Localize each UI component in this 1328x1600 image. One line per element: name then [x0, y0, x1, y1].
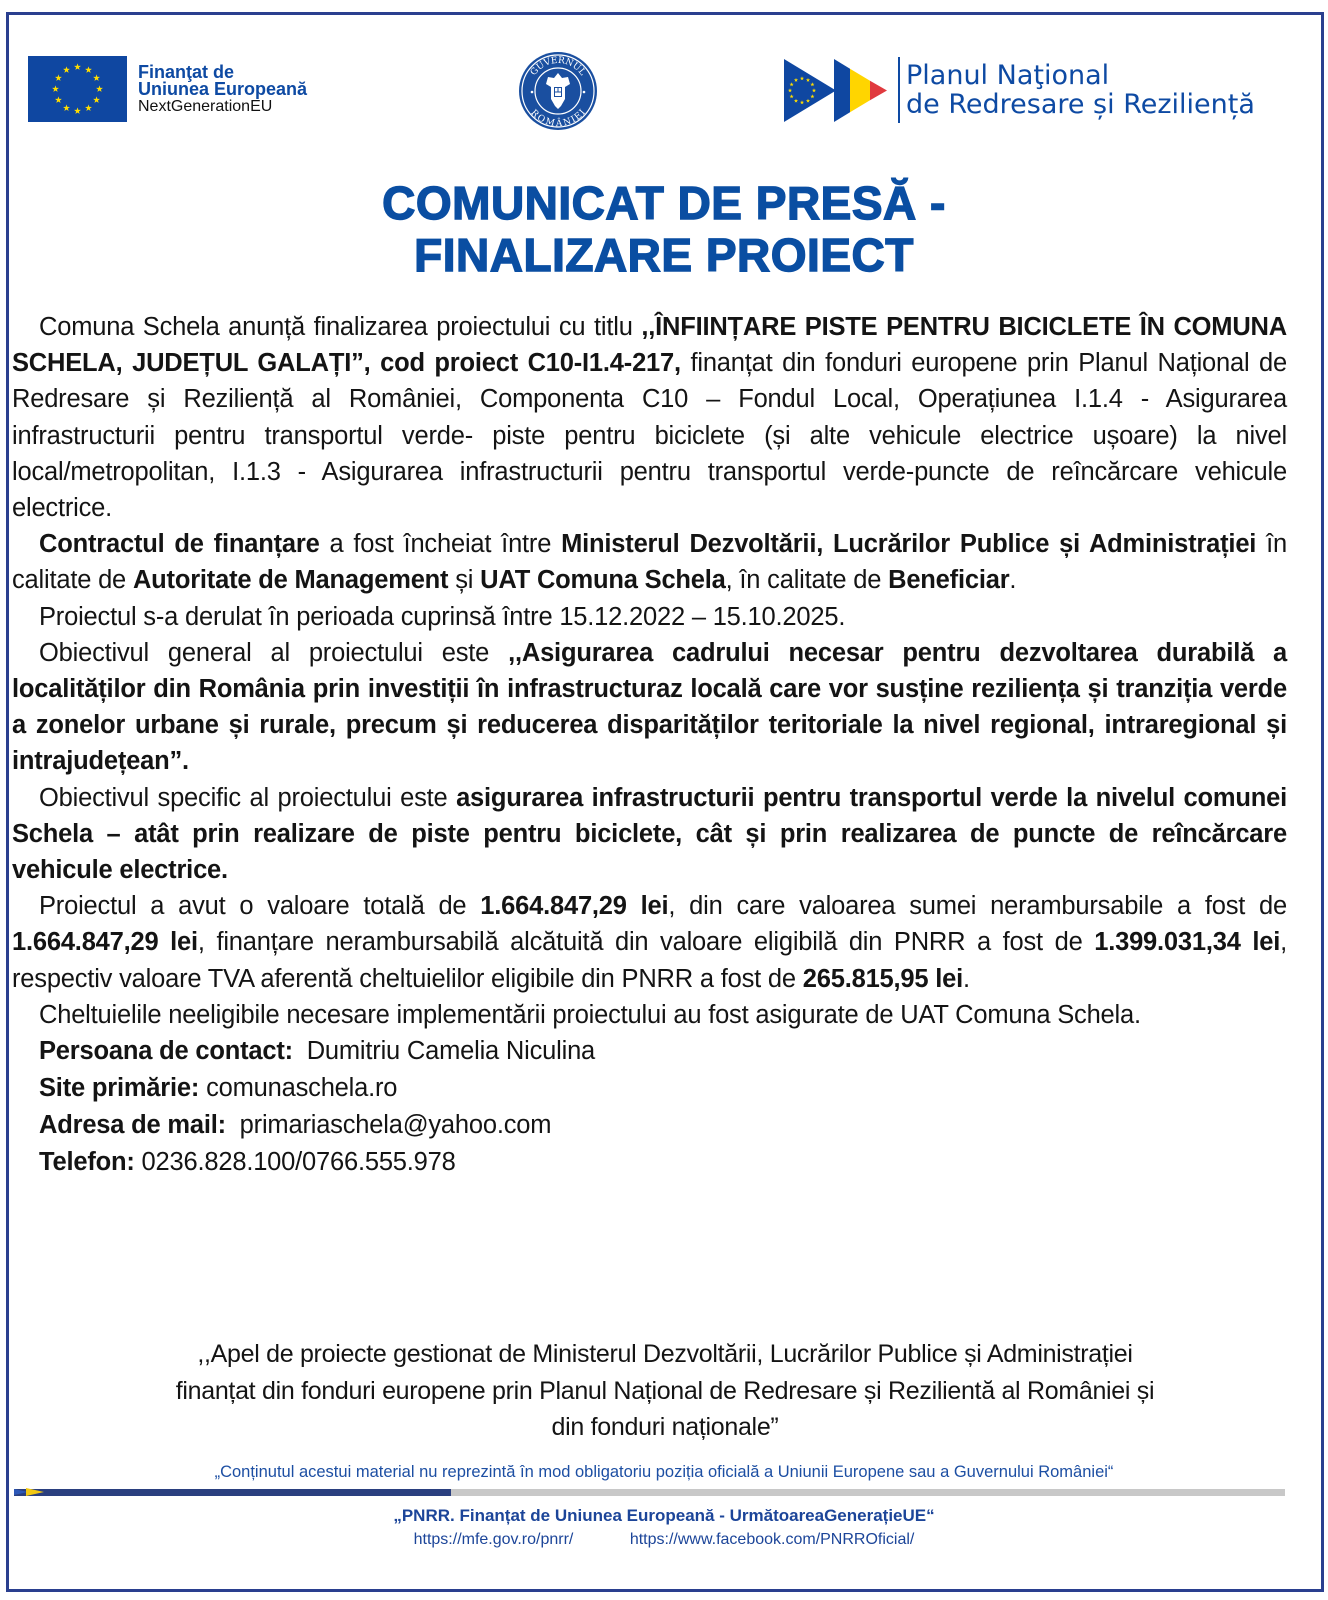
contact-site [39, 1070, 1287, 1107]
romanian-government-seal-icon [518, 51, 598, 131]
star-icon [85, 66, 92, 73]
press-release-body [12, 309, 1287, 1181]
contact-site-link[interactable]: comunaschela.ro [199, 1074, 398, 1103]
apel-line1: ,,Apel de proiecte gestionat de Ministerul Dezvoltării, Lucrărilor Publice și Administrației [197, 1340, 1133, 1368]
star-icon [96, 85, 103, 92]
text: , în calitate de [725, 566, 889, 595]
eu-logo-line1: Finanţat de [138, 61, 235, 82]
paragraph-project-value [12, 888, 1287, 997]
page-title-line2: FINALIZARE PROIECT [414, 229, 914, 281]
footer-divider-blue [14, 1489, 451, 1496]
bold-text: Autoritate de Management [132, 566, 449, 595]
text: , respectiv valoare TVA aferentă cheltuielilor eligibile din PNRR a fost de [12, 928, 1288, 993]
text: Comuna Schela anunță finalizarea proiectului cu titlu [39, 313, 642, 341]
call-for-projects-note [40, 1336, 1290, 1446]
paragraph-general-objective [12, 635, 1287, 780]
text: , din care valoarea sumei nerambursabile a fost de [668, 892, 1287, 921]
text: Proiectul s-a derulat în perioada cuprinsă între 15.12.2022 – 15.10.2025. [39, 602, 846, 631]
bold-text: asigurarea infrastructurii pentru transportul verde la nivelul comunei Schela – atât prin realizare de piste pentru biciclete, cât și prin realizarea de puncte de reîncărcare vehicule electrice. [12, 783, 1287, 885]
bold-text: Contractul de finanțare [39, 530, 320, 559]
star-icon [63, 66, 70, 73]
text: . [1009, 566, 1017, 595]
facebook-pnrr-link[interactable]: https://www.facebook.com/PNRROficial/ [629, 1531, 915, 1548]
paragraph-specific-objective [12, 780, 1287, 889]
text: . [963, 964, 970, 993]
contact-person-value: Dumitriu Camelia Niculina [292, 1037, 596, 1066]
page-title [0, 177, 1328, 281]
star-icon [74, 107, 81, 114]
star-icon [93, 74, 100, 81]
bold-text: Ministerul Dezvoltării, Lucrărilor Publice și Administrației [561, 530, 1257, 559]
paragraph-ineligible-costs [12, 997, 1287, 1033]
contact-email-label: Adresa de mail: [39, 1111, 226, 1140]
contact-phone-value: 0236.828.100/0766.555.978 [134, 1148, 456, 1177]
non-reimbursable-value: 1.664.847,29 lei [12, 928, 198, 957]
disclaimer: „Conținutul acestui material nu reprezintă în mod obligatoriu poziția oficială a Uniunii Europene sau a Guvernului României“ [214, 1463, 1114, 1481]
contact-person [39, 1033, 1287, 1070]
star-icon [55, 96, 62, 103]
seal-bottom-text: ROMÂNIEI [528, 107, 588, 130]
text: finanțat din fonduri europene prin Planul Național de Redresare și Reziliență al României, Componenta C10 – Fondul Local, Operațiunea I.1.4 - Asigurarea infrastructurii pentru transportul verde- piste pentru biciclete (și alte vehicule electrice ușoare) la nivel local/metropolitan, I.1.3 - Asigurarea infrastructurii pentru transportul verde-puncte de reîncărcare vehicule electrice. [12, 349, 1287, 523]
contact-email-link[interactable]: primariaschela@yahoo.com [225, 1111, 552, 1140]
star-icon [85, 104, 92, 111]
footer-arrow-icon [14, 1485, 54, 1499]
text: Cheltuielile neeligibile necesare implementării proiectului au fost asigurate de UAT Comuna Schela. [39, 1000, 1141, 1029]
bold-text: ,,Asigurarea cadrului necesar pentru dezvoltarea durabilă a localităților din România prin investiții în infrastructuraz locală care vor susține reziliența și tranziția verde a zonelor urbane și rurale, precum și reducerea disparităților teritoriale la nivel regional, intraregional și intrajudețean”. [12, 638, 1287, 776]
paragraph-project-intro [12, 309, 1287, 526]
page-title-line1: COMUNICAT DE PRESĂ - [382, 177, 946, 229]
footer-divider-grey [451, 1489, 1285, 1496]
paragraph-contract [12, 526, 1287, 598]
eligible-value: 1.399.031,34 lei [1094, 928, 1281, 957]
contact-person-label: Persoana de contact: [39, 1037, 293, 1066]
apel-line2: finanțat din fonduri europene prin Planul Național de Redresare și Rezilientă al României și [175, 1376, 1155, 1405]
text: Obiectivul specific al proiectului este [39, 783, 457, 812]
footer-links [0, 1531, 1328, 1549]
text: a fost încheiat între [319, 530, 562, 559]
pnrr-divider [898, 57, 900, 123]
eu-logo-line2: Uniunea Europeană [138, 78, 308, 99]
pnrr-logo [784, 57, 1255, 123]
star-icon [52, 85, 59, 92]
footer-tagline: „PNRR. Finanțat de Uniunea Europeană - UrmătoareaGenerațieUE“ [393, 1506, 935, 1525]
pnrr-logo-line1: Planul Naţional [906, 60, 1110, 91]
eu-funding-logo [28, 56, 307, 122]
eu-flag-icon [28, 56, 127, 122]
text: Proiectul a avut o valoare totală de [39, 892, 481, 921]
eu-logo-line3: NextGenerationEU [138, 97, 273, 115]
seal-top-text: GUVERNUL [528, 55, 588, 78]
bold-text: UAT Comuna Schela [480, 566, 726, 595]
text: Obiectivul general al proiectului este [39, 638, 509, 667]
paragraph-period [12, 599, 1287, 635]
star-icon [74, 63, 81, 70]
text: în calitate de [12, 530, 1287, 595]
project-title-and-code: ,,ÎNFIINȚARE PISTE PENTRU BICICLETE ÎN COMUNA SCHELA, JUDEȚUL GALAȚI”, cod proiect C10-I1.4-217, [12, 313, 1287, 378]
contact-block [12, 1033, 1287, 1181]
contact-site-label: Site primărie: [39, 1074, 200, 1103]
apel-line3: din fonduri naționale” [551, 1413, 779, 1441]
star-icon [93, 96, 100, 103]
star-icon [55, 74, 62, 81]
star-icon [63, 104, 70, 111]
contact-email [39, 1107, 1287, 1144]
total-value: 1.664.847,29 lei [480, 892, 669, 921]
vat-value: 265.815,95 lei [802, 964, 964, 993]
pnrr-arrows-icon [784, 59, 894, 122]
contact-phone-label: Telefon: [39, 1148, 135, 1177]
text: și [448, 566, 481, 595]
pnrr-logo-line2: de Redresare și Reziliență [906, 89, 1255, 120]
mfe-pnrr-link[interactable]: https://mfe.gov.ro/pnrr/ [413, 1531, 574, 1548]
text: , finanțare nerambursabilă alcătuită din valoare eligibilă din PNRR a fost de [197, 928, 1095, 957]
bold-text: Beneficiar [888, 566, 1010, 595]
contact-phone [39, 1144, 1287, 1181]
